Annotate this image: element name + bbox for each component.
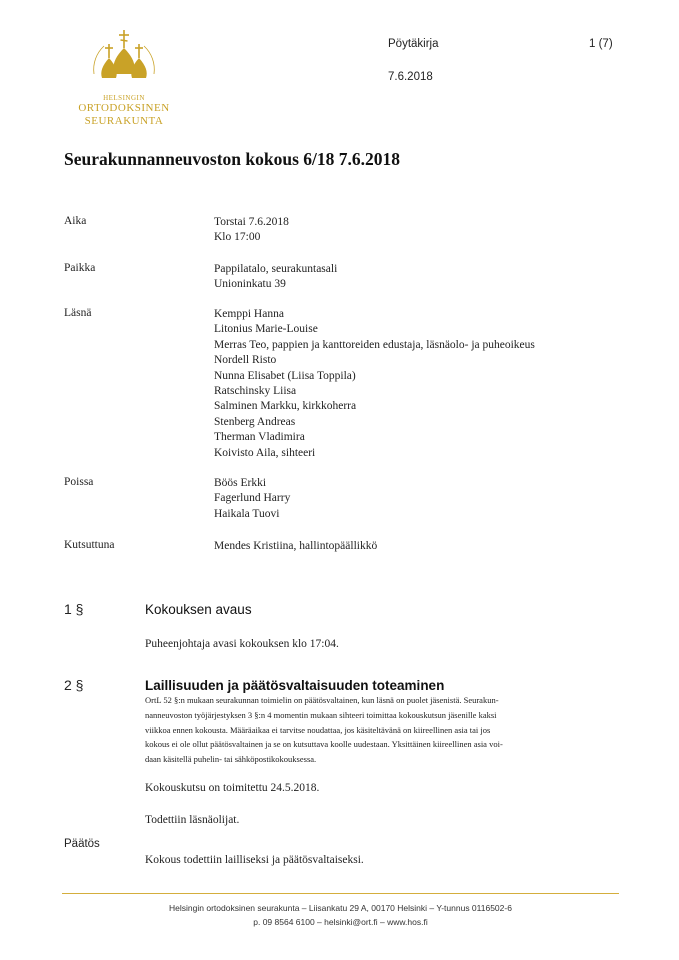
attendee: Nunna Elisabet (Liisa Toppila): [214, 369, 356, 382]
document-date: 7.6.2018: [388, 71, 433, 83]
footer-contact: p. 09 8564 6100 – helsinki@ort.fi – www.hos.fi: [253, 917, 428, 927]
section-title: Laillisuuden ja päätösvaltaisuuden toteaminen: [145, 678, 445, 693]
legal-line: viikkoa ennen kokousta. Määräaikaa ei tarvitse noudattaa, jos käsiteltävänä on kiireellinen asia tai jos: [145, 724, 491, 735]
aika-line: Klo 17:00: [214, 231, 261, 244]
legal-basis-text: [145, 693, 605, 767]
footer-divider: [62, 893, 619, 894]
logo-text-line1: HELSINGIN: [103, 94, 145, 102]
attendee: Merras Teo, pappien ja kanttoreiden edustaja, läsnäolo- ja puheoikeus: [214, 338, 535, 351]
section-paragraph: Kokouskutsu on toimitettu 24.5.2018.: [145, 782, 320, 794]
invited-list: [214, 539, 377, 554]
field-label-kutsuttuna: Kutsuttuna: [64, 539, 115, 551]
attendee: Kemppi Hanna: [214, 308, 284, 320]
attendee: Ratschinsky Liisa: [214, 385, 297, 398]
invitee: Mendes Kristiina, hallintopäällikkö: [214, 540, 378, 552]
field-label-poissa: Poissa: [64, 476, 94, 488]
attendee: Nordell Risto: [214, 354, 277, 367]
paikka-line: Unioninkatu 39: [214, 278, 286, 291]
section-paragraph: Todettiin läsnäolijat.: [145, 814, 240, 826]
footer-address: Helsingin ortodoksinen seurakunta – Liisankatu 29 A, 00170 Helsinki – Y-tunnus 0116502-6: [169, 903, 512, 913]
absentee: Haikala Tuovi: [214, 507, 280, 520]
logo-text-line2: ORTODOKSINEN: [78, 102, 170, 114]
attendee: Salminen Markku, kirkkoherra: [214, 400, 357, 413]
field-value-paikka: [214, 262, 337, 293]
field-label-aika: Aika: [64, 215, 87, 227]
paikka-line: Pappilatalo, seurakuntasali: [214, 263, 338, 275]
attendee-list: [214, 307, 535, 461]
church-domes-icon: [84, 28, 164, 100]
legal-line: kokous ei ole ollut päätösvaltainen ja se on kutsuttava koolle uudestaan. Yksittäinen kiireellinen asia voi-: [145, 739, 503, 750]
parish-logo: [78, 28, 170, 130]
attendee: Therman Vladimira: [214, 431, 305, 444]
absentee: Fagerlund Harry: [214, 492, 291, 505]
legal-line: daan käsitellä puhelin- tai sähköpostikokouksessa.: [145, 754, 317, 765]
legal-line: nanneuvoston työjärjestyksen 3 §:n 4 momentin mukaan sihteeri toimittaa kokouskutsun jäsenille kaksi: [145, 709, 497, 720]
page-title: Seurakunnanneuvoston kokous 6/18 7.6.2018: [64, 149, 401, 169]
attendee: Litonius Marie-Louise: [214, 323, 318, 336]
attendee: Koivisto Aila, sihteeri: [214, 446, 316, 459]
legal-line: OrtL 52 §:n mukaan seurakunnan toimielin on päätösvaltainen, kun läsnä on puolet jäsenistä. Seurakun-: [145, 695, 499, 705]
field-label-lasna: Läsnä: [64, 307, 92, 319]
section-number: 2 §: [64, 677, 84, 693]
decision-label: Päätös: [64, 838, 100, 850]
section-title: Kokouksen avaus: [145, 602, 252, 617]
page-number: 1 (7): [589, 38, 613, 50]
absent-list: [214, 476, 290, 522]
logo-text-line3: SEURAKUNTA: [84, 115, 164, 127]
decision-text: Kokous todettiin lailliseksi ja päätösvaltaiseksi.: [145, 854, 364, 866]
document-type: Pöytäkirja: [388, 38, 439, 50]
field-label-paikka: Paikka: [64, 262, 96, 274]
attendee: Stenberg Andreas: [214, 415, 296, 428]
aika-line: Torstai 7.6.2018: [214, 216, 289, 228]
absentee: Böös Erkki: [214, 477, 267, 489]
section-text: Puheenjohtaja avasi kokouksen klo 17:04.: [145, 638, 339, 650]
section-number: 1 §: [64, 601, 84, 617]
field-value-aika: [214, 215, 289, 246]
